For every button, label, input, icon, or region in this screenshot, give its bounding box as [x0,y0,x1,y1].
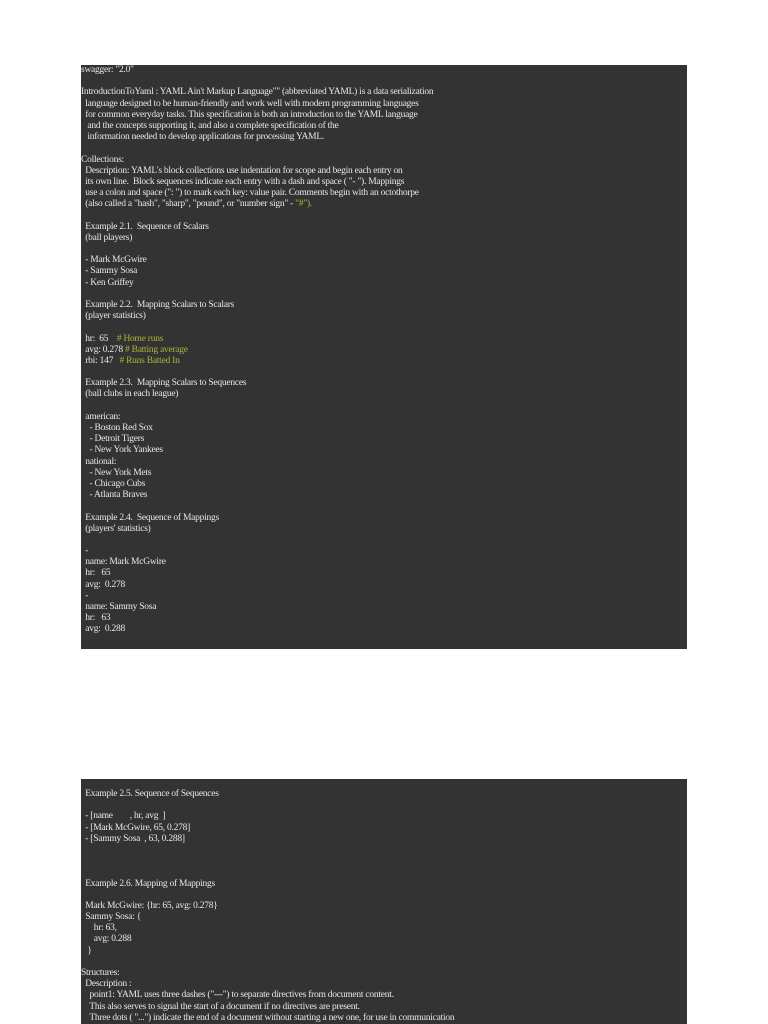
code-line: Example 2.4. Sequence of Mappings [81,512,219,523]
stat-code: hr: 65 [81,333,117,344]
blank-line [81,244,687,255]
code-line: This also serves to signal the start of a document if no directives are present. [81,1001,360,1012]
code-line: Three dots ( "...") indicate the end of a document without starting a new one, for use in communication [81,1012,455,1023]
blank-line [81,210,687,221]
code-page-2 [81,779,687,1024]
stat-comment: # Batting average [124,344,188,355]
code-line: - [81,546,89,557]
code-line: - [Sammy Sosa , 63, 0.288] [81,833,185,844]
code-line: - Ken Griffey [81,277,134,288]
code-line: name: Mark McGwire [81,557,166,568]
code-line: national: [81,456,117,467]
code-line: hr: 63, [81,923,117,934]
code-line: (also called a "hash", "sharp", "pound", or "number sign" - "#"). [81,199,312,210]
code-line: (ball players) [81,232,133,243]
blank-line [81,401,687,412]
code-line: - Boston Red Sox [81,423,153,433]
stat-line [81,345,687,356]
code-line: Example 2.1. Sequence of Scalars [81,221,209,232]
code-line: Description: YAML's block collections use indentation for scope and begin each entry on [81,165,403,176]
code-line: Example 2.6. Mapping of Mappings [81,878,215,889]
blank-line [81,367,687,378]
stat-code: rbi: 147 [81,355,120,366]
blank-line [81,501,687,512]
code-line: Structures: [81,968,120,978]
code-line: - Sammy Sosa [81,266,138,277]
stat-comment: # Runs Batted In [119,355,180,366]
code-line: and the concepts supporting it, and also a complete specification of the [81,120,339,131]
blank-line [81,535,687,546]
code-line: name: Sammy Sosa [81,602,157,612]
code-page-1 [81,65,687,649]
code-line: (ball clubs in each league) [81,389,179,400]
code-line: avg: 0.288 [81,624,125,635]
code-line: Collections: [81,154,124,165]
code-line: swagger: "2.0" [81,65,134,75]
code-line: Example 2.2. Mapping Scalars to Scalars [81,299,235,310]
code-line: IntroductionToYaml : YAML Ain't Markup Language"" (abbreviated YAML) is a data serialization [81,87,434,98]
blank-line [81,845,687,856]
code-line: - New York Mets [81,467,152,478]
blank-line [81,800,687,811]
code-line: point1: YAML uses three dashes ("---") to separate directives from document content. [81,990,394,1001]
code-line: for common everyday tasks. This specification is both an introduction to the YAML language [81,109,418,120]
blank-line [81,957,687,968]
code-line: Description : [81,979,132,990]
code-line: - [name , hr, avg ] [81,811,166,822]
code-line: hr: 63 [81,613,111,624]
code-line: american: [81,411,121,422]
stat-code: avg: 0.278 [81,344,125,355]
code-line: information needed to develop applications for processing YAML. [81,132,325,143]
blank-line [81,890,687,901]
stat-line [81,356,687,367]
blank-line [81,289,687,300]
code-line: Sammy Sosa: { [81,912,141,923]
blank-line [81,322,687,333]
code-line: Example 2.3. Mapping Scalars to Sequences [81,378,247,389]
stat-comment: # Home runs [116,333,164,344]
stat-line [81,334,687,345]
code-line: } [81,945,92,956]
code-line: its own line. Block sequences indicate each entry with a dash and space ( "- "). Mappings [81,176,405,187]
code-line: (players' statistics) [81,523,151,534]
code-line: avg: 0.278 [81,579,125,590]
code-line: Example 2.5. Sequence of Sequences [81,789,219,799]
code-line: (player statistics) [81,311,146,322]
code-line: use a colon and space (": ") to mark each key: value pair. Comments begin with an octothorpe [81,188,419,199]
code-line: - [81,590,89,601]
hash-comment-token: "#"). [295,199,312,210]
code-line: Mark McGwire: {hr: 65, avg: 0.278} [81,900,218,911]
code-line: - Chicago Cubs [81,478,146,489]
code-line: - [Mark McGwire, 65, 0.278] [81,822,191,833]
code-line: - New York Yankees [81,445,163,456]
code-line: avg: 0.288 [81,934,132,945]
code-line: - Atlanta Braves [81,490,148,501]
code-line: language designed to be human-friendly and work well with modern programming languages [81,98,419,109]
code-line: - Mark McGwire [81,255,147,266]
blank-line [81,856,687,867]
blank-line [81,867,687,878]
code-line: hr: 65 [81,568,111,579]
blank-line [81,143,687,154]
blank-line [81,76,687,87]
code-line: - Detroit Tigers [81,434,145,445]
